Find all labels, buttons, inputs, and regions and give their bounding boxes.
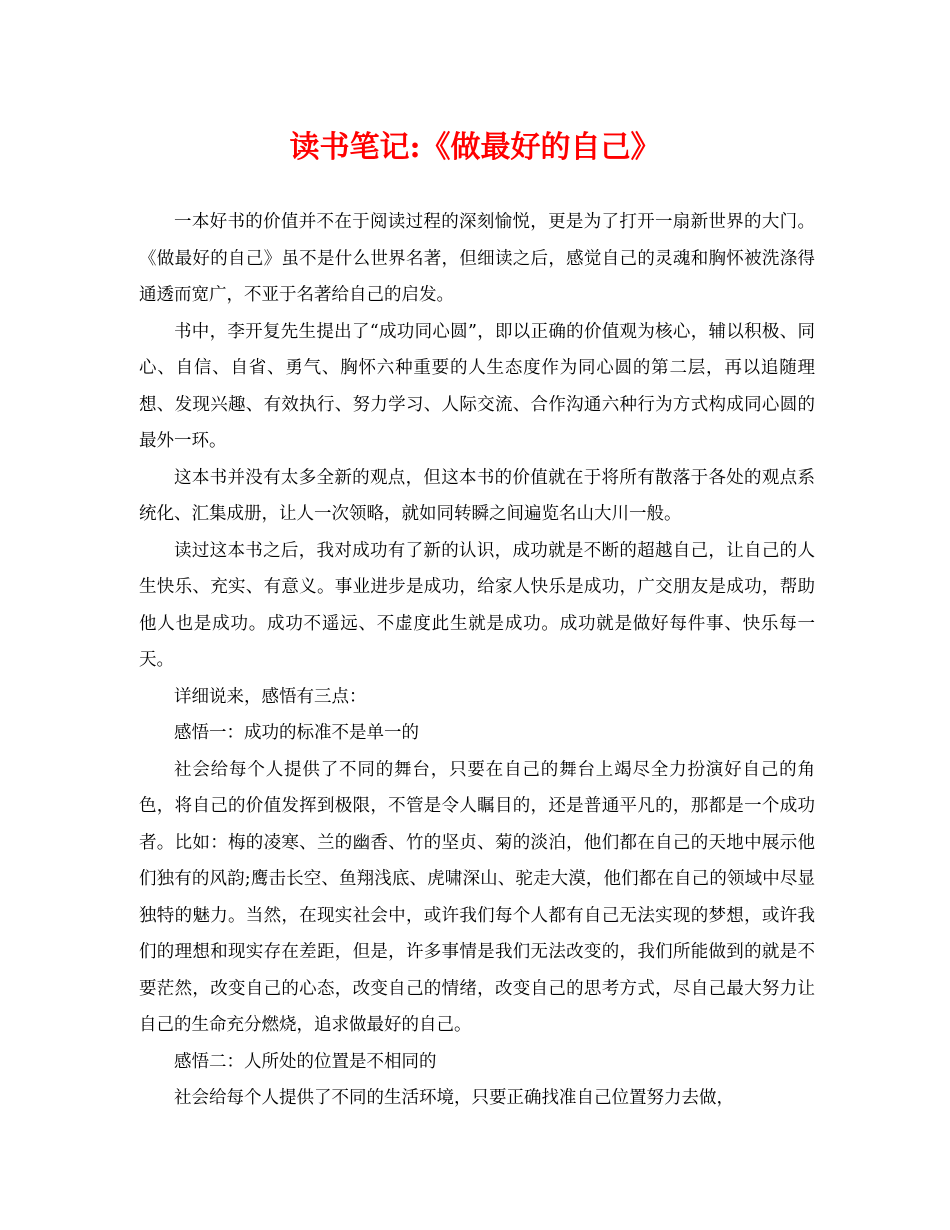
paragraph-new-understanding: 读过这本书之后，我对成功有了新的认识，成功就是不断的超越自己，让自己的人生快乐、充实、有意义。事业进步是成功，给家人快乐是成功，广交朋友是成功，帮助他人也是成功。成功不遥远、不虚度此生就是成功。成功就是做好每件事、快乐每一天。 (139, 540, 815, 670)
paragraph-intro: 一本好书的价值并不在于阅读过程的深刻愉悦，更是为了打开一扇新世界的大门。《做最好的自己》虽不是什么世界名著，但细读之后，感觉自己的灵魂和胸怀被洗涤得通透而宽广，不亚于名著给自己的启发。 (139, 212, 815, 305)
paragraph-insight-two: 社会给每个人提供了不同的生活环境，只要正确找准自己位置努力去做， (174, 1088, 734, 1108)
paragraph-insight-one: 社会给每个人提供了不同的舞台，只要在自己的舞台上竭尽全力扮演好自己的角色，将自己的价值发挥到极限，不管是令人瞩目的，还是普通平凡的，那都是一个成功者。比如：梅的凌寒、兰的幽香、竹的坚贞、菊的淡泊，他们都在自己的天地中展示他们独有的风韵;鹰击长空、鱼翔浅底、虎啸深山、驼走大漠，他们都在自己的领域中尽显独特的魅力。当然，在现实社会中，或许我们每个人都有自己无法实现的梦想，或许我们的理想和现实存在差距，但是，许多事情是我们无法改变的，我们所能做到的就是不要茫然，改变自己的心态，改变自己的情绪，改变自己的思考方式，尽自己最大努力让自己的生命充分燃烧，追求做最好的自己。 (139, 759, 815, 1035)
heading-insight-two: 感悟二：人所处的位置是不相同的 (174, 1051, 437, 1072)
document-title: 读书笔记:《做最好的自己》 (289, 130, 661, 165)
paragraph-three-insights: 详细说来，感悟有三点： (174, 686, 367, 707)
paragraph-book-value: 这本书并没有太多全新的观点，但这本书的价值就在于将所有散落于各处的观点系统化、汇集成册，让人一次领略，就如同转瞬之间遍览名山大川一般。 (139, 467, 815, 524)
heading-insight-one: 感悟一：成功的标准不是单一的 (174, 723, 419, 743)
paragraph-success-circle: 书中，李开复先生提出了“成功同心圆”，即以正确的价值观为核心，辅以积极、同心、自信、自省、勇气、胸怀六种重要的人生态度作为同心圆的第二层，再以追随理想、发现兴趣、有效执行、努力学习、人际交流、合作沟通六种行为方式构成同心圆的最外一环。 (139, 321, 815, 451)
document-body (139, 204, 815, 1117)
